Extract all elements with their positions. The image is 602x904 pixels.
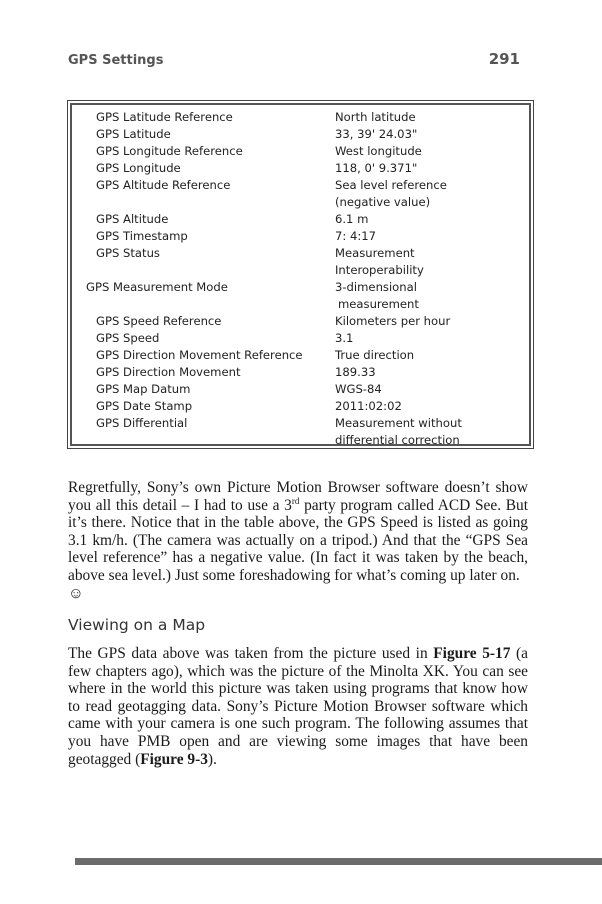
paragraph-text: ). (207, 750, 217, 768)
paragraph-detail-note (68, 479, 528, 602)
table-cell-label: GPS Date Stamp (96, 399, 193, 413)
page-number: 291 (488, 50, 520, 68)
table-cell-label: GPS Measurement Mode (86, 280, 228, 294)
table-cell-value (335, 245, 424, 279)
paragraph-text: Regretfully, Sony’s own Picture Motion Browser software doesn’t show you all this detail – I had to use a 3 (68, 479, 528, 514)
table-cell-value-line: 7: 4:17 (335, 229, 377, 243)
table-cell-value-line: Sea level reference (335, 178, 447, 192)
table-cell-value (335, 330, 353, 347)
paragraph-text: party program called ACD See. But it’s there. Notice that in the table above, the GPS Speed is listed as going 3.1 km/h. (The camera was actually on a tripod.) And that the “GPS Sea level reference” has a negative value. (In fact it was taken by the beach, above sea level.) Just some foreshadowing for what’s coming up later on. (68, 496, 528, 584)
table-cell-value (335, 381, 382, 398)
paragraph-text: (a few chapters ago), which was the picture of the Minolta XK. You can see where in the world this picture was taken using programs that know how to read geotagging data. Sony’s Picture Motion Browser software which came with your camera is one such program. The following assumes that you have PMB open and are viewing some images that have been geotagged ( (68, 645, 528, 768)
table-cell-label: GPS Longitude Reference (96, 144, 243, 158)
table-cell-value (335, 347, 414, 364)
table-cell-label: GPS Latitude (96, 127, 171, 141)
table-cell-label: GPS Differential (96, 416, 188, 430)
table-cell-label: GPS Direction Movement (96, 365, 241, 379)
table-cell-value-line: Kilometers per hour (335, 314, 451, 328)
footer-rule (75, 858, 602, 865)
table-cell-value (335, 177, 447, 211)
table-cell-value-line: Measurement without (335, 416, 462, 430)
section-heading: Viewing on a Map (68, 616, 206, 634)
table-cell-value (335, 279, 419, 313)
table-cell-label: GPS Timestamp (96, 229, 188, 243)
table-cell-value-line: North latitude (335, 110, 416, 124)
table-cell-value-line: measurement (338, 297, 419, 311)
paragraph-text: The GPS data above was taken from the picture used in (68, 645, 434, 662)
superscript-rd: rd (291, 495, 300, 506)
table-cell-label: GPS Speed (96, 331, 160, 345)
table-cell-label: GPS Longitude (96, 161, 181, 175)
table-cell-value (335, 109, 416, 126)
table-cell-value-line: 6.1 m (335, 212, 369, 226)
gps-data-table-inner (70, 103, 531, 446)
table-cell-value-line: 118, 0' 9.371" (335, 161, 418, 175)
table-cell-label: GPS Status (96, 246, 160, 260)
table-cell-value-line: 2011:02:02 (335, 399, 402, 413)
table-cell-value-line: 3-dimensional (335, 280, 417, 294)
table-cell-value (335, 228, 376, 245)
table-cell-value (335, 313, 450, 330)
table-cell-value-line: Measurement (335, 246, 415, 260)
table-cell-value-line: 3.1 (335, 331, 354, 345)
table-cell-value (335, 126, 417, 143)
table-cell-value (335, 211, 368, 228)
table-cell-value-line: differential correction (335, 433, 460, 447)
table-cell-label: GPS Map Datum (96, 382, 191, 396)
table-cell-label: GPS Direction Movement Reference (96, 348, 303, 362)
table-cell-value-line: Interoperability (335, 263, 424, 277)
running-header-title: GPS Settings (68, 53, 164, 68)
paragraph-viewing-map (68, 645, 528, 768)
table-cell-value (335, 364, 376, 381)
table-cell-label: GPS Altitude (96, 212, 169, 226)
gps-data-table (67, 100, 534, 449)
table-cell-value-line: WGS-84 (335, 382, 382, 396)
table-cell-label: GPS Latitude Reference (96, 110, 233, 124)
table-cell-value-line: 189.33 (335, 365, 376, 379)
figure-reference: Figure 9-3 (140, 750, 208, 768)
table-cell-label: GPS Altitude Reference (96, 178, 231, 192)
figure-reference: Figure 5-17 (433, 645, 511, 662)
table-cell-value-line: (negative value) (335, 195, 431, 209)
smiley-icon: ☺ (68, 584, 84, 602)
table-cell-value-line: West longitude (335, 144, 422, 158)
table-cell-value (335, 143, 422, 160)
table-cell-value-line: True direction (335, 348, 415, 362)
table-cell-value (335, 415, 462, 449)
table-cell-value (335, 398, 402, 415)
table-cell-value-line: 33, 39' 24.03" (335, 127, 418, 141)
table-cell-value (335, 160, 417, 177)
table-cell-label: GPS Speed Reference (96, 314, 222, 328)
